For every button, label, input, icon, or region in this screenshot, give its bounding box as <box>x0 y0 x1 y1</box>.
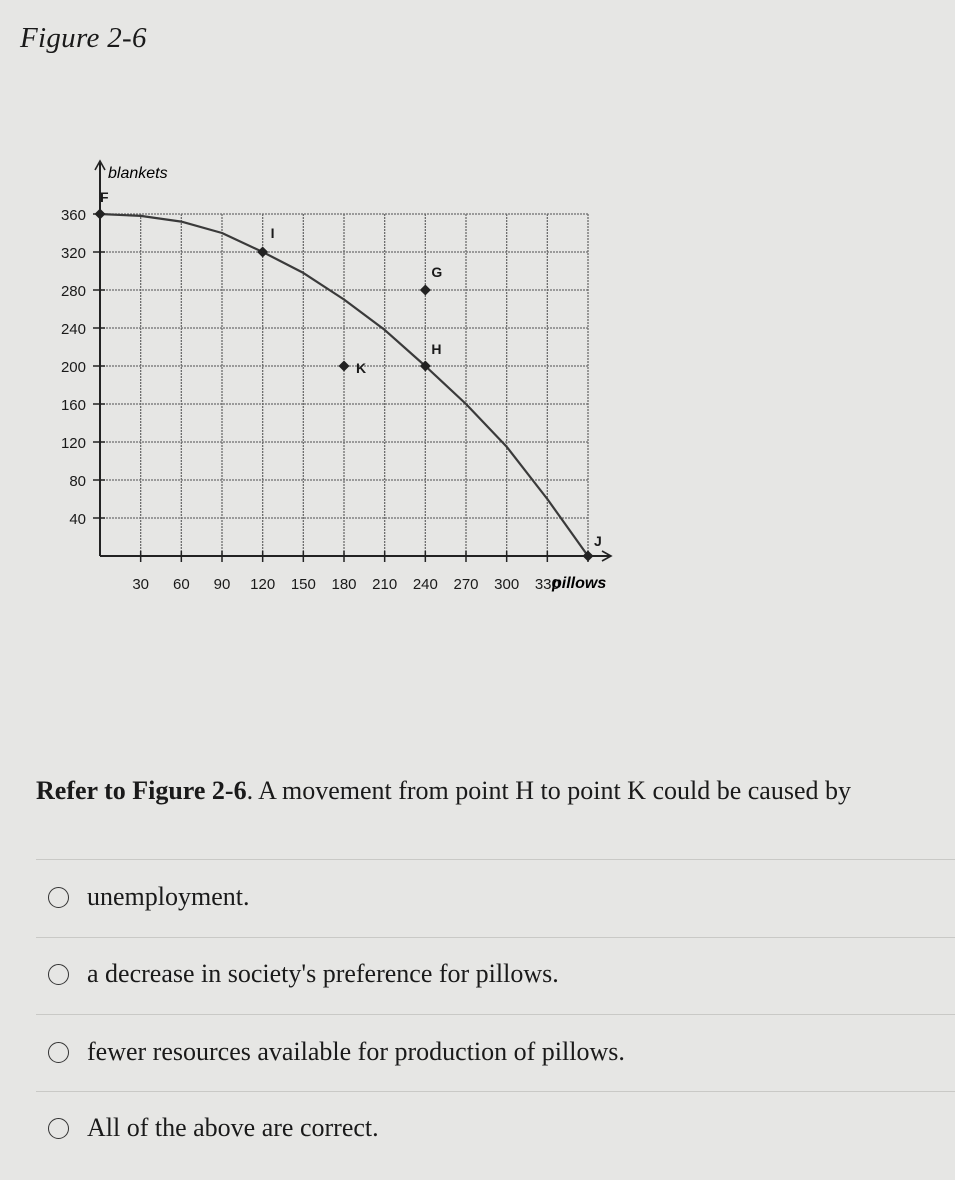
x-tick-label: 210 <box>372 576 398 593</box>
y-tick-label: 80 <box>69 473 86 490</box>
x-tick-label: 90 <box>213 576 231 593</box>
question-body: . A movement from point H to point K could be caused by <box>246 776 851 805</box>
option-label: fewer resources available for production of pillows. <box>87 1037 625 1066</box>
ppf-chart <box>0 0 700 620</box>
x-tick-label: 150 <box>290 576 316 593</box>
y-tick-label: 360 <box>60 207 86 224</box>
chart-points <box>95 189 602 562</box>
option-label: All of the above are correct. <box>87 1113 379 1142</box>
x-tick-label: 60 <box>172 576 190 593</box>
point-k-marker <box>339 361 350 372</box>
answer-option-1[interactable] <box>48 882 249 912</box>
answer-option-2[interactable] <box>48 959 559 989</box>
x-axis-label: pillows <box>552 575 607 592</box>
point-i-marker <box>257 247 268 258</box>
point-k-label: K <box>356 360 367 376</box>
radio-button[interactable] <box>48 1042 69 1063</box>
x-tick-label: 120 <box>250 576 276 593</box>
radio-button[interactable] <box>48 887 69 908</box>
y-tick-label: 320 <box>60 245 86 262</box>
x-tick-label: 30 <box>132 576 150 593</box>
x-tick-label: 240 <box>412 576 438 593</box>
y-tick-label: 240 <box>60 321 86 338</box>
divider <box>36 937 955 938</box>
y-tick-label: 200 <box>60 359 86 376</box>
x-tick-label: 330 <box>534 576 560 593</box>
point-j-label: J <box>594 533 602 549</box>
question-figure-ref: Refer to Figure 2-6 <box>36 776 247 805</box>
x-tick-label: 180 <box>331 576 357 593</box>
radio-button[interactable] <box>48 964 69 985</box>
x-tick-label: 300 <box>494 576 520 593</box>
x-tick-label: 270 <box>453 576 479 593</box>
answer-option-3[interactable] <box>48 1037 625 1067</box>
y-tick-label: 280 <box>60 283 86 300</box>
divider <box>36 859 955 860</box>
point-f-marker <box>95 209 106 220</box>
y-tick-label: 120 <box>60 435 86 452</box>
option-label: a decrease in society's preference for pillows. <box>87 959 559 988</box>
figure-title: Figure 2-6 <box>20 22 147 54</box>
point-f-label: F <box>100 189 109 205</box>
question-text <box>36 776 851 806</box>
divider <box>36 1091 955 1092</box>
point-g-label: G <box>431 264 443 280</box>
answer-option-4[interactable] <box>48 1113 379 1143</box>
point-i-label: I <box>270 225 275 241</box>
option-label: unemployment. <box>87 882 250 911</box>
y-tick-label: 160 <box>60 397 86 414</box>
radio-button[interactable] <box>48 1118 69 1139</box>
y-axis-label: blankets <box>108 165 168 182</box>
divider <box>36 1014 955 1015</box>
point-h-label: H <box>431 341 442 357</box>
point-g-marker <box>420 285 431 296</box>
chart-grid <box>100 214 588 556</box>
y-tick-label: 40 <box>69 511 86 528</box>
